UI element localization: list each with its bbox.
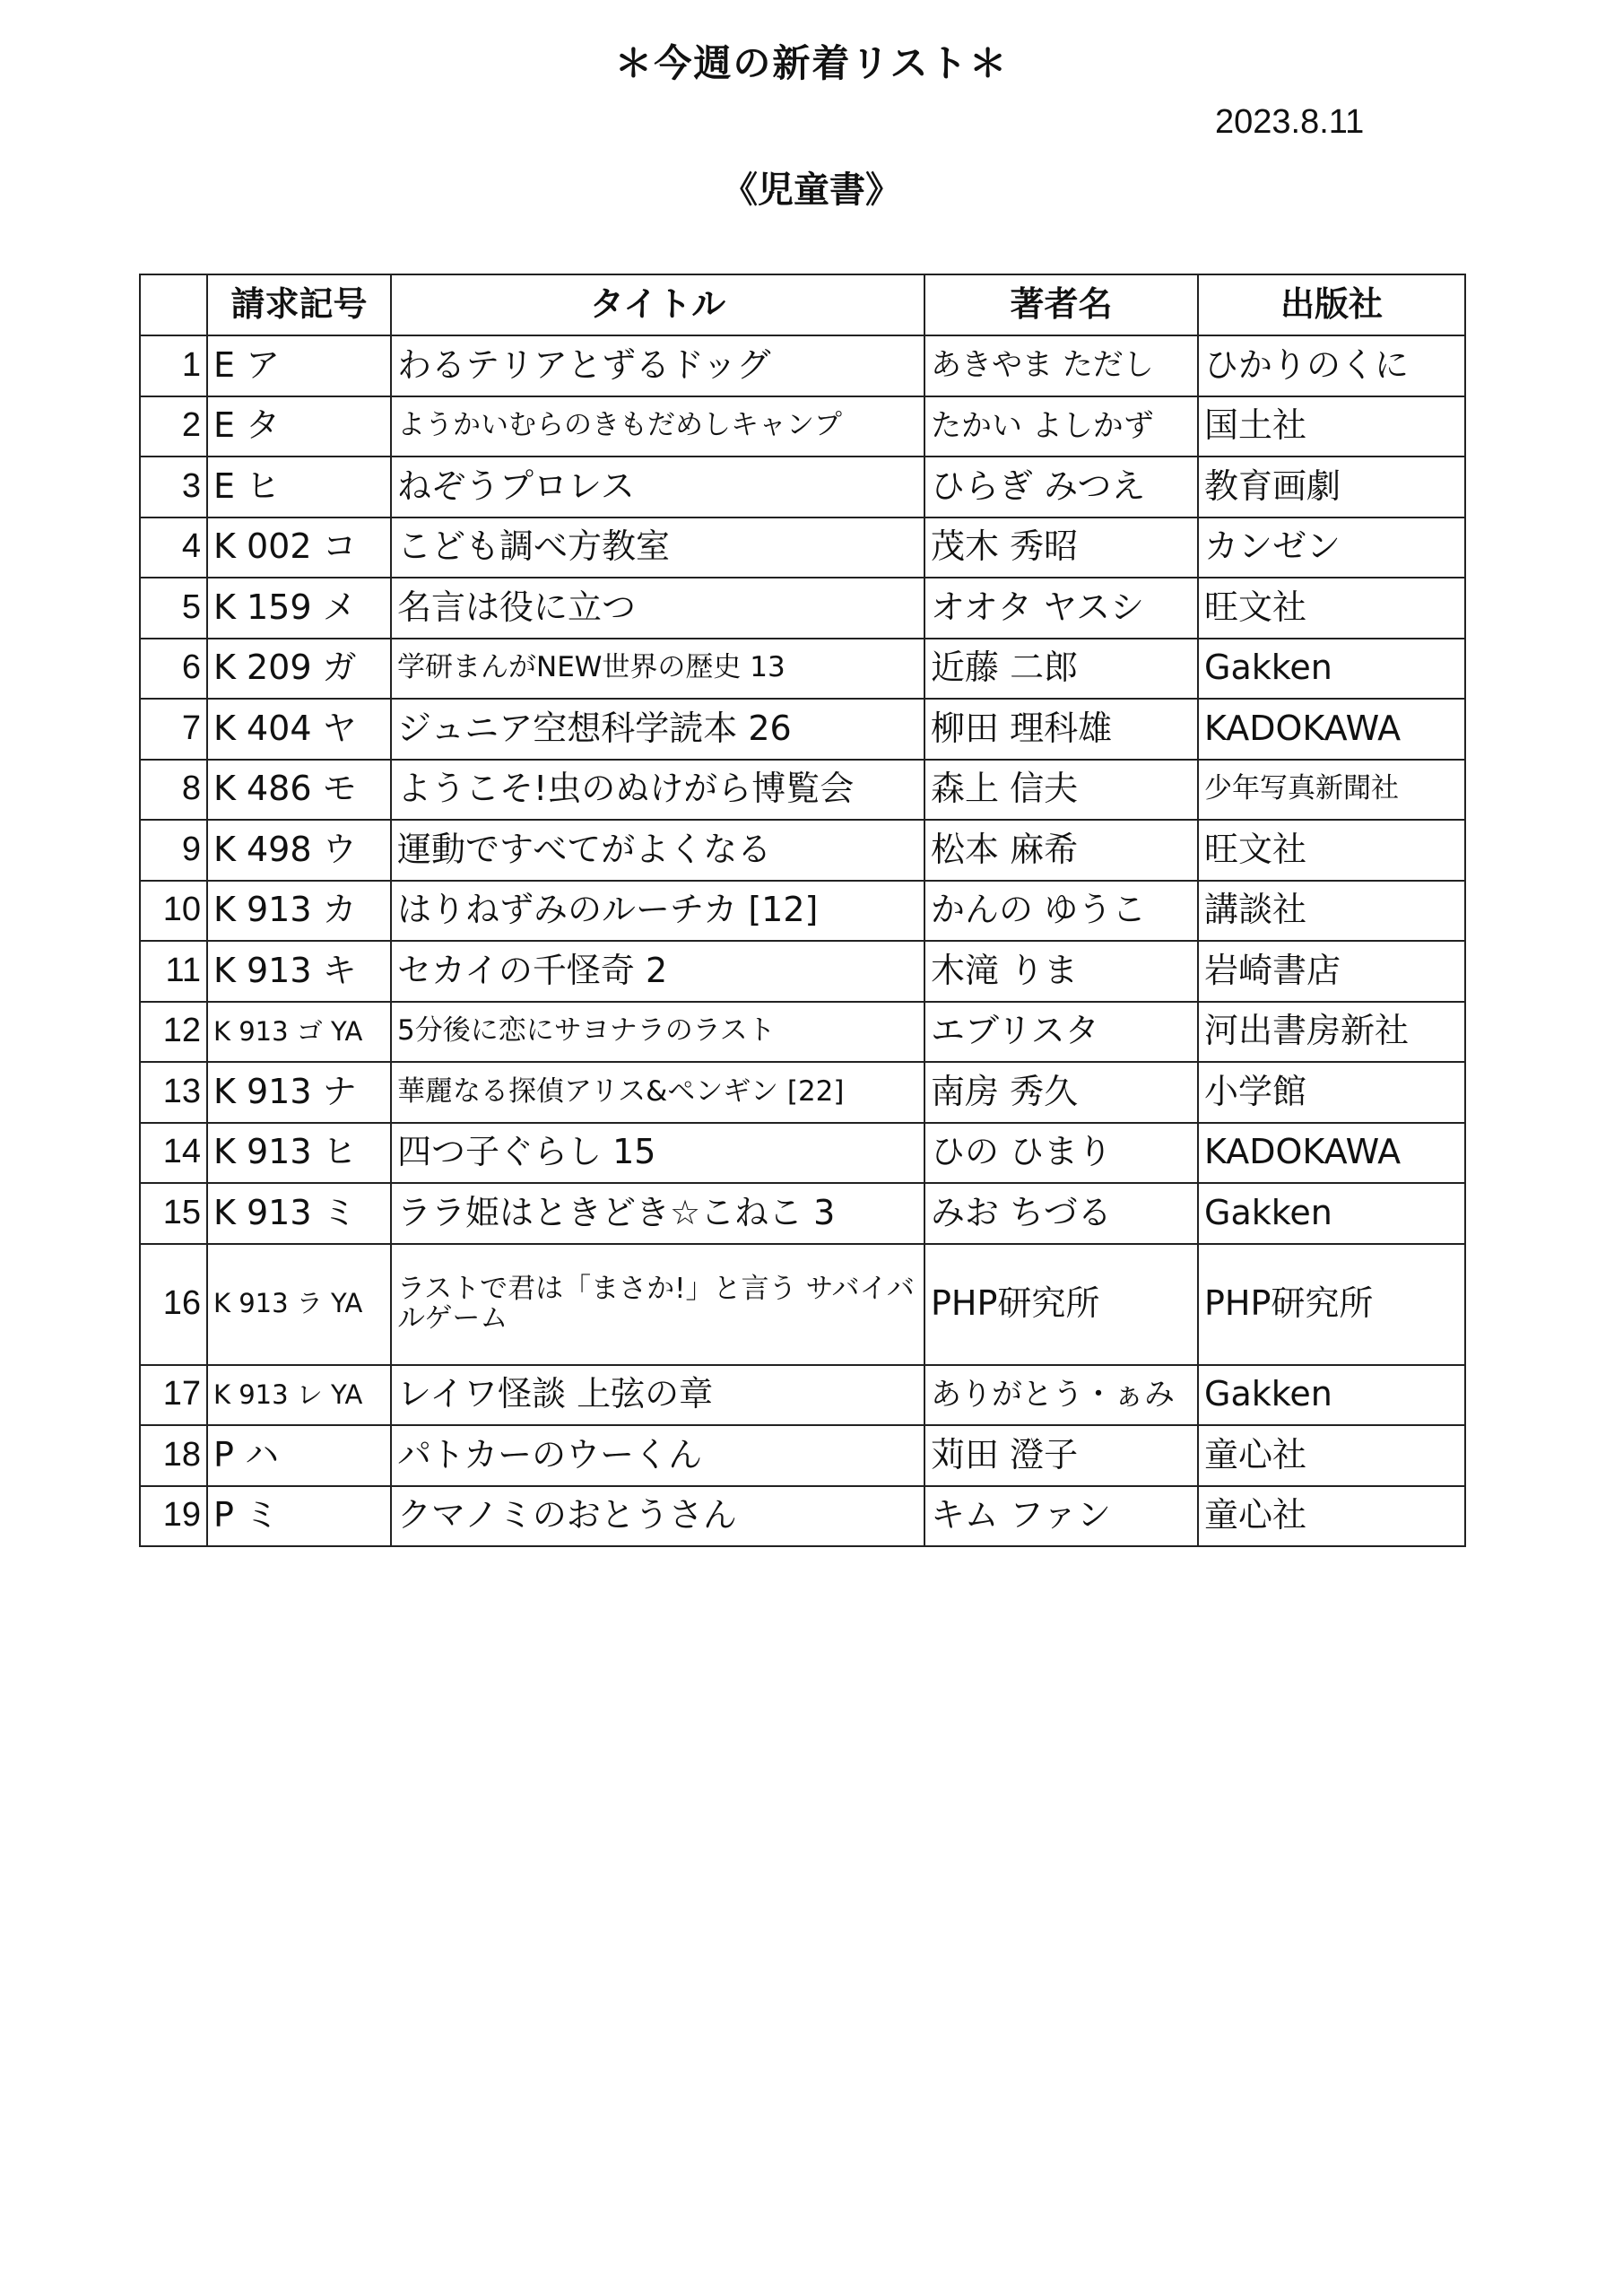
book-publisher: ひかりのくに: [1198, 335, 1465, 396]
row-number: 3: [140, 457, 207, 517]
book-publisher: 童心社: [1198, 1486, 1465, 1547]
book-author: エブリスタ: [924, 1002, 1198, 1063]
book-publisher: PHP研究所: [1198, 1244, 1465, 1365]
book-publisher: KADOKAWA: [1198, 1123, 1465, 1184]
table-row: [140, 1244, 1465, 1365]
book-author: 木滝 りま: [924, 941, 1198, 1002]
book-title: ようかいむらのきもだめしキャンプ: [391, 396, 924, 457]
book-title: 運動ですべてがよくなる: [391, 820, 924, 881]
book-author: ひの ひまり: [924, 1123, 1198, 1184]
call-number: K 002 コ: [207, 517, 391, 578]
header-call-number: 請求記号: [207, 274, 391, 335]
book-author: みお ちづる: [924, 1183, 1198, 1244]
table-row: [140, 517, 1465, 578]
row-number: 12: [140, 1002, 207, 1063]
header-number: [140, 274, 207, 335]
book-title: 5分後に恋にサヨナラのラスト: [391, 1002, 924, 1063]
row-number: 10: [140, 881, 207, 942]
book-author: 南房 秀久: [924, 1062, 1198, 1123]
book-title: ララ姫はときどき☆こねこ 3: [391, 1183, 924, 1244]
header-author: 著者名: [924, 274, 1198, 335]
book-publisher: Gakken: [1198, 639, 1465, 700]
book-author: あきやま ただし: [924, 335, 1198, 396]
book-author: 茂木 秀昭: [924, 517, 1198, 578]
table-row: [140, 1425, 1465, 1486]
table-row: [140, 1002, 1465, 1063]
book-publisher: 国土社: [1198, 396, 1465, 457]
new-arrivals-table: [139, 274, 1466, 1547]
book-author: 松本 麻希: [924, 820, 1198, 881]
call-number: K 913 レ YA: [207, 1365, 391, 1426]
call-number: E ア: [207, 335, 391, 396]
call-number: K 913 ミ: [207, 1183, 391, 1244]
book-title: ラストで君は「まさか!」と言う サバイバルゲーム: [391, 1244, 924, 1365]
page-title: ＊今週の新着リスト＊: [614, 41, 1009, 85]
book-title: 華麗なる探偵アリス&ペンギン [22]: [391, 1062, 924, 1123]
table-row: [140, 639, 1465, 700]
book-title: レイワ怪談 上弦の章: [391, 1365, 924, 1426]
book-author: オオタ ヤスシ: [924, 578, 1198, 639]
row-number: 19: [140, 1486, 207, 1547]
book-publisher: カンゼン: [1198, 517, 1465, 578]
row-number: 1: [140, 335, 207, 396]
book-author: PHP研究所: [924, 1244, 1198, 1365]
call-number: K 913 キ: [207, 941, 391, 1002]
book-author: 柳田 理科雄: [924, 699, 1198, 760]
call-number: K 498 ウ: [207, 820, 391, 881]
book-publisher: Gakken: [1198, 1183, 1465, 1244]
book-author: 苅田 澄子: [924, 1425, 1198, 1486]
call-number: K 913 ナ: [207, 1062, 391, 1123]
book-author: ひらぎ みつえ: [924, 457, 1198, 517]
header-publisher: 出版社: [1198, 274, 1465, 335]
row-number: 2: [140, 396, 207, 457]
row-number: 14: [140, 1123, 207, 1184]
table-row: [140, 1365, 1465, 1426]
row-number: 17: [140, 1365, 207, 1426]
book-publisher: 小学館: [1198, 1062, 1465, 1123]
call-number: K 209 ガ: [207, 639, 391, 700]
table-row: [140, 941, 1465, 1002]
row-number: 9: [140, 820, 207, 881]
call-number: E タ: [207, 396, 391, 457]
book-publisher: 岩崎書店: [1198, 941, 1465, 1002]
book-title: セカイの千怪奇 2: [391, 941, 924, 1002]
table-row: [140, 760, 1465, 821]
book-publisher: 童心社: [1198, 1425, 1465, 1486]
table-row: [140, 578, 1465, 639]
table-row: [140, 881, 1465, 942]
list-date: 2023.8.11: [1215, 103, 1365, 141]
call-number: P ハ: [207, 1425, 391, 1486]
row-number: 7: [140, 699, 207, 760]
book-publisher: 講談社: [1198, 881, 1465, 942]
book-title: パトカーのウーくん: [391, 1425, 924, 1486]
table-row: [140, 1123, 1465, 1184]
book-title: はりねずみのルーチカ [12]: [391, 881, 924, 942]
book-author: 森上 信夫: [924, 760, 1198, 821]
book-title: ジュニア空想科学読本 26: [391, 699, 924, 760]
call-number: K 159 メ: [207, 578, 391, 639]
call-number: P ミ: [207, 1486, 391, 1547]
book-title: 学研まんがNEW世界の歴史 13: [391, 639, 924, 700]
table-row: [140, 699, 1465, 760]
book-publisher: 少年写真新聞社: [1198, 760, 1465, 821]
book-author: たかい よしかず: [924, 396, 1198, 457]
row-number: 8: [140, 760, 207, 821]
table-row: [140, 335, 1465, 396]
row-number: 11: [140, 941, 207, 1002]
book-publisher: Gakken: [1198, 1365, 1465, 1426]
book-title: ねぞうプロレス: [391, 457, 924, 517]
book-title: 四つ子ぐらし 15: [391, 1123, 924, 1184]
table-row: [140, 457, 1465, 517]
book-author: キム ファン: [924, 1486, 1198, 1547]
row-number: 18: [140, 1425, 207, 1486]
call-number: K 913 ラ YA: [207, 1244, 391, 1365]
book-title: ようこそ!虫のぬけがら博覧会: [391, 760, 924, 821]
table-row: [140, 1183, 1465, 1244]
book-title: こども調べ方教室: [391, 517, 924, 578]
call-number: K 913 ヒ: [207, 1123, 391, 1184]
row-number: 16: [140, 1244, 207, 1365]
call-number: K 486 モ: [207, 760, 391, 821]
call-number: E ヒ: [207, 457, 391, 517]
book-publisher: 旺文社: [1198, 578, 1465, 639]
table-row: [140, 396, 1465, 457]
call-number: K 404 ヤ: [207, 699, 391, 760]
book-author: 近藤 二郎: [924, 639, 1198, 700]
table-row: [140, 1486, 1465, 1547]
header-title: タイトル: [391, 274, 924, 335]
book-publisher: 教育画劇: [1198, 457, 1465, 517]
row-number: 4: [140, 517, 207, 578]
book-publisher: KADOKAWA: [1198, 699, 1465, 760]
row-number: 15: [140, 1183, 207, 1244]
book-publisher: 旺文社: [1198, 820, 1465, 881]
section-title: 《児童書》: [722, 170, 901, 211]
book-publisher: 河出書房新社: [1198, 1002, 1465, 1063]
row-number: 6: [140, 639, 207, 700]
table-row: [140, 1062, 1465, 1123]
row-number: 5: [140, 578, 207, 639]
call-number: K 913 ゴ YA: [207, 1002, 391, 1063]
book-title: 名言は役に立つ: [391, 578, 924, 639]
call-number: K 913 カ: [207, 881, 391, 942]
row-number: 13: [140, 1062, 207, 1123]
table-row: [140, 820, 1465, 881]
book-author: かんの ゆうこ: [924, 881, 1198, 942]
table-header-row: [140, 274, 1465, 335]
book-author: ありがとう・ぁみ: [924, 1365, 1198, 1426]
book-title: クマノミのおとうさん: [391, 1486, 924, 1547]
book-title: わるテリアとずるドッグ: [391, 335, 924, 396]
